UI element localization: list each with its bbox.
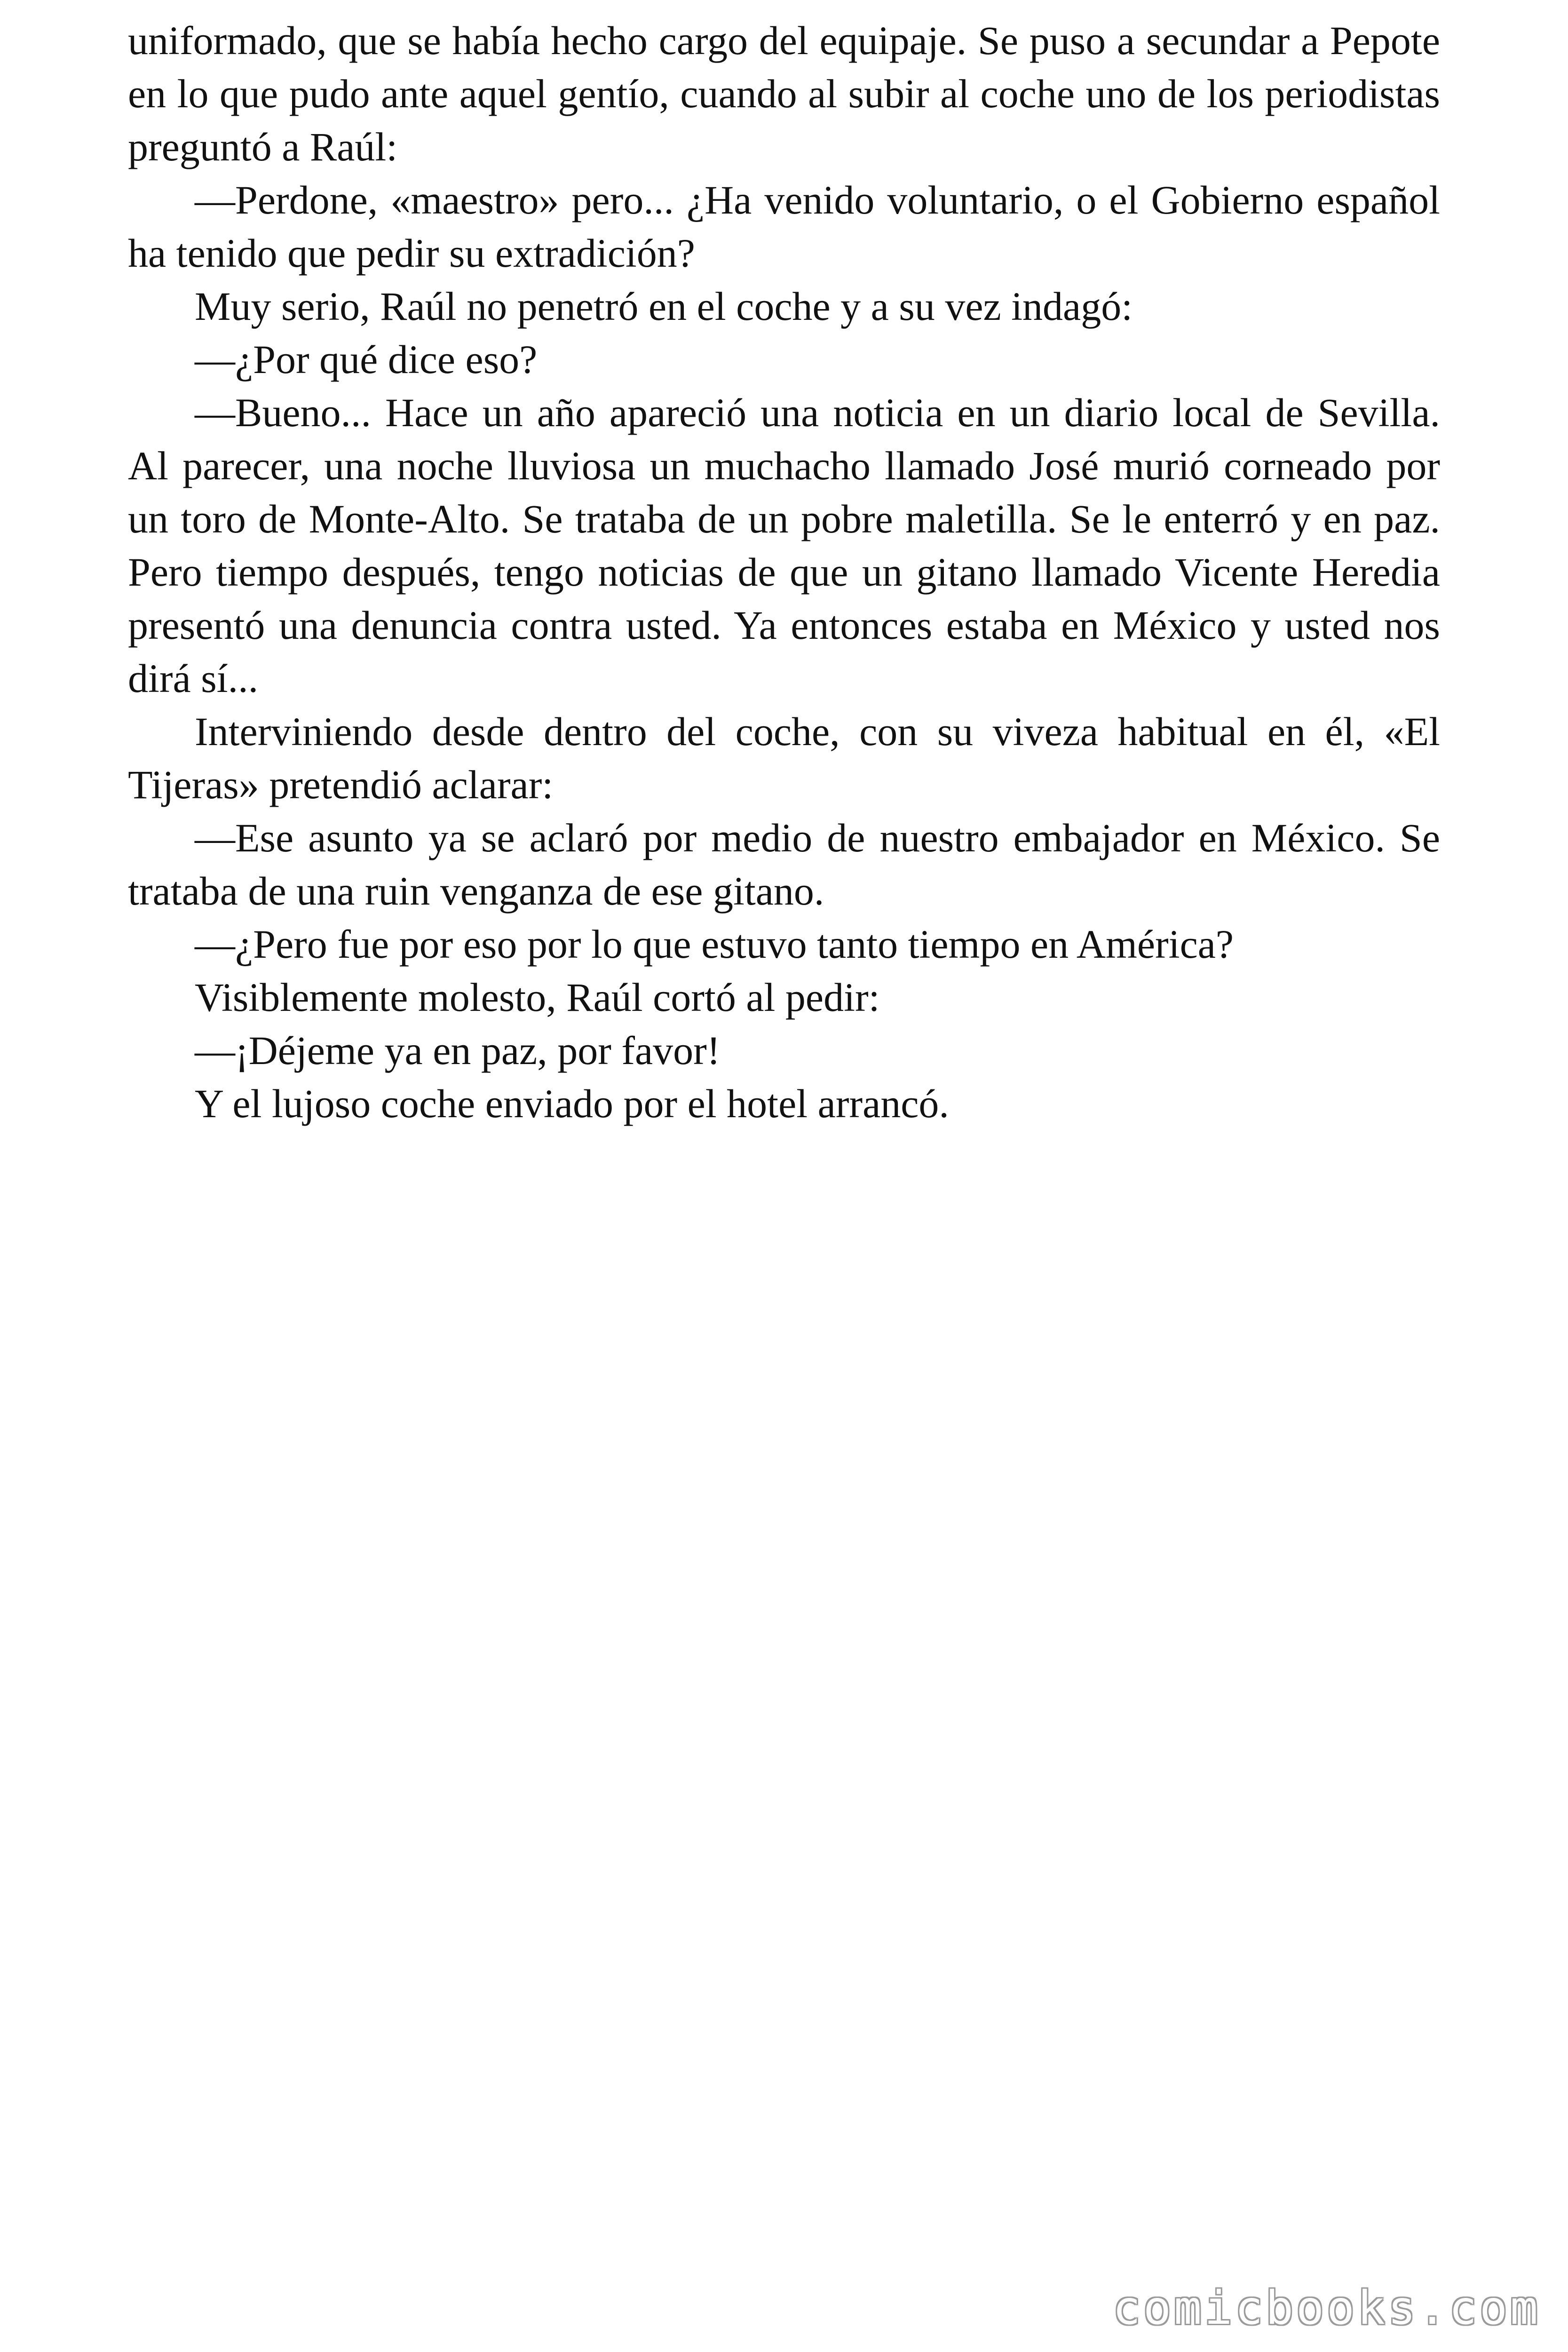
paragraph-narration: Visiblemente molesto, Raúl cortó al pedir: xyxy=(195,975,880,1020)
paragraph-dialogue: —¡Déjeme ya en paz, por favor! xyxy=(195,1028,721,1073)
paragraph-continuation: uniformado, que se había hecho cargo del equipaje. Se puso a secundar a Pepote en lo que pudo ante aquel gentío, cuando al subir al coche uno de los periodistas preguntó a Raúl: xyxy=(128,18,1440,169)
paragraph-dialogue: —Bueno... Hace un año apareció una noticia en un diario local de Sevilla. Al parecer, una noche lluviosa un muchacho llamado José murió corneado por un toro de Monte-Alto. Se trataba de un pobre maletilla. Se le enterró y en paz. Pero tiempo después, tengo noticias de que un gitano llamado Vicente Heredia presentó una denuncia contra usted. Ya entonces estaba en México y usted nos dirá sí... xyxy=(128,390,1440,701)
paragraph-dialogue: —¿Por qué dice eso? xyxy=(195,337,538,382)
paragraph-narration: Interviniendo desde dentro del coche, con su viveza habitual en él, «El Tijeras» pretendió aclarar: xyxy=(128,709,1440,807)
paragraph-dialogue: —Ese asunto ya se aclaró por medio de nuestro embajador en México. Se trataba de una ruin venganza de ese gitano. xyxy=(128,815,1440,914)
paragraph-narration: Y el lujoso coche enviado por el hotel arrancó. xyxy=(195,1081,949,1126)
body-text xyxy=(128,14,1440,1130)
paragraph-narration: Muy serio, Raúl no penetró en el coche y a su vez indagó: xyxy=(195,284,1133,329)
paragraph-dialogue: —¿Pero fue por eso por lo que estuvo tanto tiempo en América? xyxy=(195,922,1234,967)
watermark: comicbooks.com xyxy=(1112,2281,1541,2335)
paragraph-dialogue: —Perdone, «maestro» pero... ¿Ha venido voluntario, o el Gobierno español ha tenido que pedir su extradición? xyxy=(128,177,1440,276)
